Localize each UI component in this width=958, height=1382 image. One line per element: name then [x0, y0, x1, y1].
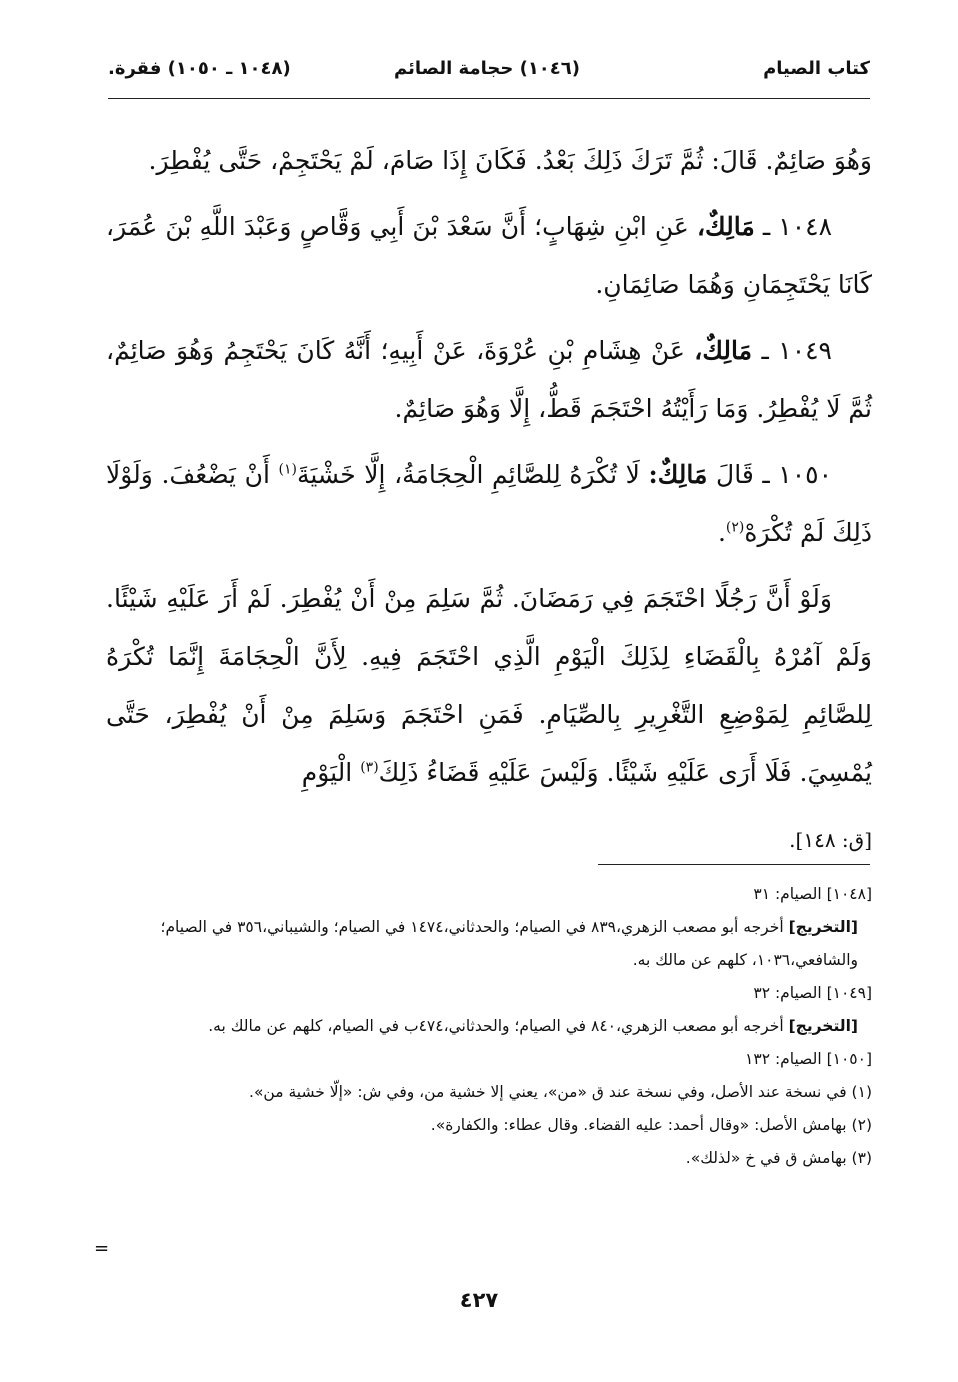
header-paragraph-range: (١٠٤٨ ـ ١٠٥٠) فقرة. [108, 58, 291, 79]
hadith-number: ١٠٤٩ ـ [761, 336, 832, 365]
folio-reference: [ق: ١٤٨]. [789, 828, 872, 852]
paragraph-1048 [106, 198, 872, 314]
main-text [106, 132, 872, 869]
narrator-name: مَالِكٌ، [694, 336, 753, 365]
footnote-marker-2[interactable]: (٢) [725, 519, 745, 536]
narrator-name: مَالِكٌ: [648, 460, 708, 489]
header-chapter-title: (١٠٤٦) حجامة الصائم [393, 58, 580, 79]
footnote-1: (١) في نسخة عند الأصل، وفي نسخة عند ق «من»، يعني إلا خشية من، وفي ش: «إلّا خشية من». [249, 1083, 872, 1101]
narrator-name: مَالِكٌ، [696, 212, 755, 241]
hadith-text: عَنْ هِشَامِ بْنِ عُرْوَةَ، عَنْ أَبِيهِ؛ أَنَّهُ كَانَ يَحْتَجِمُ وَهُوَ صَائِمٌ، ثُمَّ لَا يُفْطِرُ. وَمَا رَأَيْتُهُ احْتَجَمَ قَطُّ، إِلَّا وَهُوَ صَائِمٌ. [106, 336, 872, 423]
footnote-3: (٣) بهامش ق في خ «لذلك». [685, 1149, 872, 1167]
note-1048-takhrij [106, 911, 872, 977]
paragraph-commentary [106, 570, 872, 802]
commentary-text: الْيَوْمِ [301, 758, 353, 787]
paragraph-continuation: وَهُوَ صَائِمٌ. قَالَ: ثُمَّ تَرَكَ ذَلِكَ بَعْدُ. فَكَانَ إِذَا صَامَ، لَمْ يَحْتَجِمْ، حَتَّى يُفْطِرَ. [148, 146, 872, 175]
hadith-text: أَنْ يَضْعُفَ. وَلَوْلَا ذَلِكَ لَمْ تُكْرَهْ [106, 460, 872, 547]
note-1050-heading: [١٠٥٠] الصيام: ١٣٢ [745, 1050, 872, 1068]
takhrij-tag: [التخريج] [788, 918, 858, 936]
footnote-marker-3[interactable]: (٣) [360, 759, 379, 776]
note-1048-heading: [١٠٤٨] الصيام: ٣١ [753, 885, 872, 903]
running-header [108, 58, 870, 92]
sentence-end: . [717, 518, 726, 547]
commentary-text: وَلَوْ أَنَّ رَجُلًا احْتَجَمَ فِي رَمَضَانَ. ثُمَّ سَلِمَ مِنْ أَنْ يُفْطِرَ. لَمْ أَرَ عَلَيْهِ شَيْئًا. وَلَمْ آمُرْهُ بِالْقَضَاءِ لِذَلِكَ الْيَوْمِ الَّذِي احْتَجَمَ فِيهِ. لِأَنَّ الْحِجَامَةَ إِنَّمَا تُكْرَهُ لِلصَّائِمِ لِمَوْضِعِ التَّغْرِيرِ بِالصِّيَامِ. فَمَنِ احْتَجَمَ وَسَلِمَ مِنْ أَنْ يُفْطِرَ، حَتَّى يُمْسِيَ. فَلَا أَرَى عَلَيْهِ شَيْئًا. وَلَيْسَ عَلَيْهِ قَضَاءُ ذَلِكَ [106, 584, 872, 787]
paragraph-1049 [106, 322, 872, 438]
paragraph-1050 [106, 446, 872, 562]
takhrij-text: أخرجه أبو مصعب الزهري،٨٣٩ في الصيام؛ والحدثاني،١٤٧٤ في الصيام؛ والشيباني،٣٥٦ في الصيام؛ والشافعي،١٠٣٦، كلهم عن مالك به. [160, 918, 858, 969]
footnote-divider [598, 864, 870, 865]
hadith-number: ١٠٤٨ ـ [762, 212, 832, 241]
takhrij-text: أخرجه أبو مصعب الزهري،٨٤٠ في الصيام؛ والحدثاني،٤٧٤ب في الصيام، كلهم عن مالك به. [208, 1017, 784, 1035]
footnote-2: (٢) بهامش الأصل: «وقال أحمد: عليه القضاء. وقال عطاء: والكفارة». [430, 1116, 872, 1134]
header-book-title: كتاب الصيام [763, 58, 870, 79]
manuscript-reference [106, 810, 872, 869]
footnote-marker-1[interactable]: (١) [278, 461, 297, 478]
footnotes [106, 878, 872, 1175]
hadith-text: عَنِ ابْنِ شِهَابٍ؛ أَنَّ سَعْدَ بْنَ أَبِي وَقَّاصٍ وَعَبْدَ اللَّهِ بْنَ عُمَرَ، كَانَا يَحْتَجِمَانِ وَهُمَا صَائِمَانِ. [106, 212, 872, 299]
page-number: ٤٢٧ [459, 1288, 499, 1312]
hadith-text: لَا تُكْرَهُ لِلصَّائِمِ الْحِجَامَةُ، إِلَّا خَشْيَةَ [296, 460, 640, 489]
note-1049-takhrij [106, 1010, 872, 1043]
takhrij-tag: [التخريج] [788, 1017, 858, 1035]
header-divider [108, 98, 870, 99]
note-1049-heading: [١٠٤٩] الصيام: ٣٢ [753, 984, 872, 1002]
continuation-mark: = [94, 1238, 110, 1259]
hadith-number: ١٠٥٠ ـ قَالَ [716, 460, 833, 489]
